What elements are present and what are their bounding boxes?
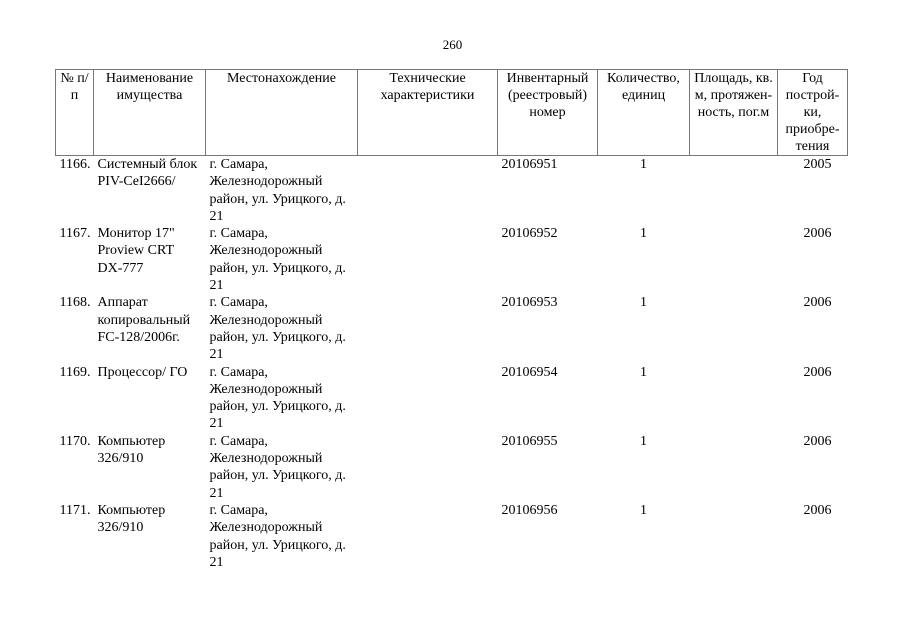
cell-year: 2006 [803,364,832,380]
cell-year: 2006 [803,295,832,311]
cell-tech [358,294,498,363]
cell-inv: 20106954 [501,364,558,380]
cell-year: 2006 [803,502,832,518]
header-inventory: Инвентарный (реестровый) номер [498,70,598,156]
cell-qty: 1 [640,295,647,311]
header-area: Площадь, кв. м, протяжен-ность, пог.м [690,70,778,156]
cell-qty: 1 [640,502,647,518]
table-row [56,364,848,433]
cell-inv: 20106953 [501,295,558,311]
cell-year: 2006 [803,226,832,242]
property-table [55,69,848,571]
table-row [56,156,848,226]
cell-area [690,156,778,226]
cell-tech [358,364,498,433]
cell-year: 2006 [803,433,832,449]
cell-inv: 20106952 [501,226,558,242]
header-year: Год построй-ки, приобре-тения [778,70,848,156]
cell-num: 1171. [59,502,91,518]
header-number: № п/п [56,70,94,156]
cell-tech [358,433,498,502]
cell-name: Компьютер 326/910 [97,502,166,536]
cell-num: 1167. [59,226,91,242]
header-tech: Технические характеристики [358,70,498,156]
cell-area [690,225,778,294]
table-row [56,502,848,571]
table-row [56,225,848,294]
header-location: Местонахождение [206,70,358,156]
cell-tech [358,225,498,294]
header-name: Наименование имущества [94,70,206,156]
cell-inv: 20106951 [501,157,558,172]
header-row [56,70,848,156]
cell-area [690,502,778,571]
cell-area [690,364,778,433]
cell-area [690,294,778,363]
cell-num: 1168. [59,295,91,311]
cell-qty: 1 [640,157,647,172]
cell-location: г. Самара, Железнодорожный район, ул. Урицкого, д. 21 [209,157,346,224]
cell-year: 2005 [803,157,832,172]
cell-num: 1170. [59,433,91,449]
cell-qty: 1 [640,364,647,380]
cell-num: 1166. [59,157,91,172]
cell-location: г. Самара, Железнодорожный район, ул. Урицкого, д. 21 [209,364,346,432]
cell-qty: 1 [640,226,647,242]
cell-tech [358,156,498,226]
cell-location: г. Самара, Железнодорожный район, ул. Урицкого, д. 21 [209,433,346,501]
cell-inv: 20106955 [501,433,558,449]
cell-area [690,433,778,502]
cell-name: Монитор 17" Proview CRT DX-777 [97,226,175,276]
header-quantity: Количество, единиц [598,70,690,156]
cell-name: Компьютер 326/910 [97,433,166,467]
cell-location: г. Самара, Железнодорожный район, ул. Урицкого, д. 21 [209,226,346,294]
cell-qty: 1 [640,433,647,449]
cell-tech [358,502,498,571]
cell-num: 1169. [59,364,91,380]
cell-inv: 20106956 [501,502,558,518]
cell-name: Процессор/ ГО [97,364,188,380]
cell-location: г. Самара, Железнодорожный район, ул. Урицкого, д. 21 [209,295,346,363]
table-row [56,433,848,502]
cell-location: г. Самара, Железнодорожный район, ул. Урицкого, д. 21 [209,502,346,570]
cell-name: Аппарат копировальный FC-128/2006г. [97,295,191,345]
page-number: 260 [442,37,463,52]
cell-name: Системный блок PIV-CeI2666/ [97,157,198,190]
table-row [56,294,848,363]
